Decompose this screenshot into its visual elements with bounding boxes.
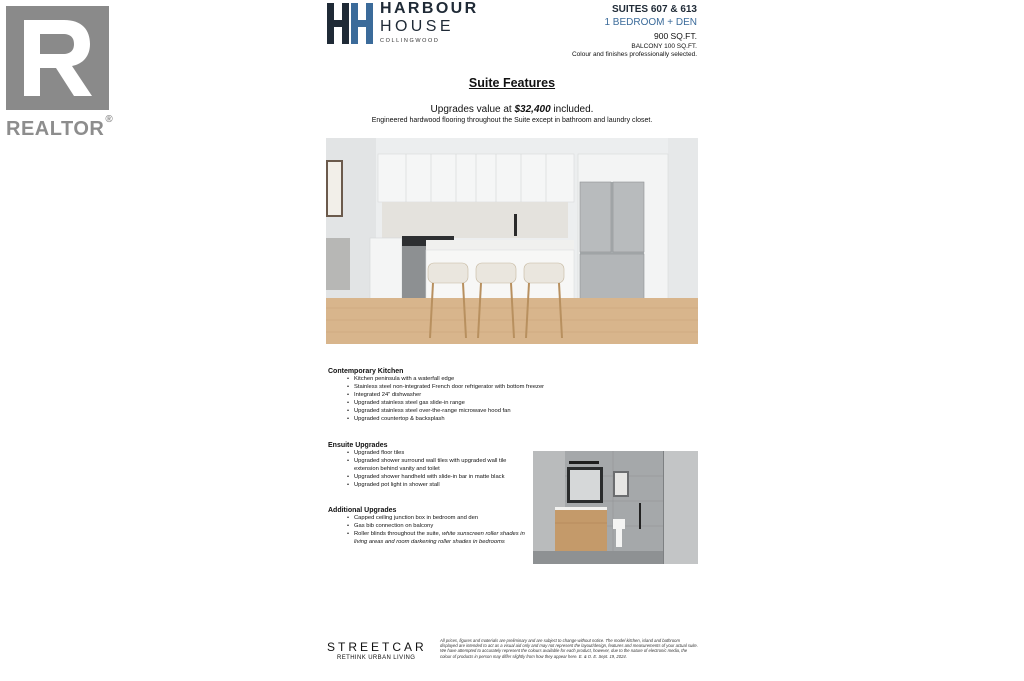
list-item: • Upgraded floor tiles xyxy=(354,450,528,458)
balcony-area: BALCONY 100 SQ.FT. xyxy=(631,43,697,50)
list-item: • Gas bib connection on balcony xyxy=(354,523,528,531)
list-item: • Integrated 24" dishwasher xyxy=(354,392,588,400)
list-item: • Capped ceiling junction box in bedroom and den xyxy=(354,515,528,523)
brand-location: COLLINGWOOD xyxy=(380,38,440,44)
upgrades-amount: $32,400 xyxy=(514,104,551,115)
realtor-watermark xyxy=(6,6,118,138)
ensuite-features-section xyxy=(328,442,528,490)
list-item: • Upgraded pot light in shower stall xyxy=(354,482,528,490)
suite-numbers: SUITES 607 & 613 xyxy=(611,4,697,15)
list-item: • Upgraded shower handheld with slide-in bar in matte black xyxy=(354,474,528,482)
ensuite-heading: Ensuite Upgrades xyxy=(328,442,388,449)
flooring-note: Engineered hardwood flooring throughout the Suite except in bathroom and laundry closet. xyxy=(371,117,653,124)
upgrades-value: Upgrades value at $32,400 included. xyxy=(430,104,594,115)
bedroom-count: 1 BEDROOM + DEN xyxy=(604,17,697,28)
bathroom-photo xyxy=(533,451,698,564)
kitchen-heading: Contemporary Kitchen xyxy=(328,368,404,375)
suite-info xyxy=(572,4,697,58)
kitchen-feature-list xyxy=(328,376,588,423)
harbour-house-logo-icon xyxy=(327,3,373,44)
kitchen-photo xyxy=(326,138,698,344)
brand-name-line1: HARBOUR xyxy=(380,0,479,17)
list-item: • Upgraded countertop & backsplash xyxy=(354,416,588,424)
list-item: • Roller blinds throughout the suite, white sunscreen roller shades in living areas and room darkening roller shades in bedrooms xyxy=(354,531,528,547)
additional-feature-list xyxy=(328,515,528,547)
additional-heading: Additional Upgrades xyxy=(328,507,397,514)
brand-name-line2: HOUSE xyxy=(380,18,454,35)
list-item: • Upgraded stainless steel over-the-range microwave hood fan xyxy=(354,408,588,416)
legal-disclaimer: All prices, figures and materials are preliminary and are subject to change without notice. The model kitchen, island and bathroom displayed are intended to act as a visual aid only and may not represent the layout/design, features and measurements of your actual suite. We have attempted to accurately represent the colours available for each product, however, due to the nature of electronic media, the colour of products in person may differ slightly from how they appear here. E. & O. E. Sept. 19, 2024. xyxy=(440,638,698,659)
realtor-logo-icon xyxy=(6,6,109,110)
brochure-page xyxy=(325,0,699,681)
kitchen-features-section xyxy=(328,368,588,423)
list-item: • Upgraded shower surround wall tiles with upgraded wall tile extension behind vanity and toilet xyxy=(354,458,528,474)
finishes-note: Colour and finishes professionally selected. xyxy=(571,51,697,58)
list-item: • Kitchen peninsula with a waterfall edge xyxy=(354,376,588,384)
list-item: • Upgraded stainless steel gas slide-in range xyxy=(354,400,588,408)
ensuite-feature-list xyxy=(328,450,528,490)
suite-area: 900 SQ.FT. xyxy=(654,31,697,41)
list-item: • Stainless steel non-integrated French door refrigerator with bottom freezer xyxy=(354,384,588,392)
additional-features-section xyxy=(328,507,528,547)
developer-tagline: RETHINK URBAN LIVING xyxy=(337,655,416,661)
developer-logo: STREETCAR xyxy=(327,640,427,654)
realtor-wordmark: REALTOR® xyxy=(6,114,114,140)
page-title: Suite Features xyxy=(468,76,556,90)
